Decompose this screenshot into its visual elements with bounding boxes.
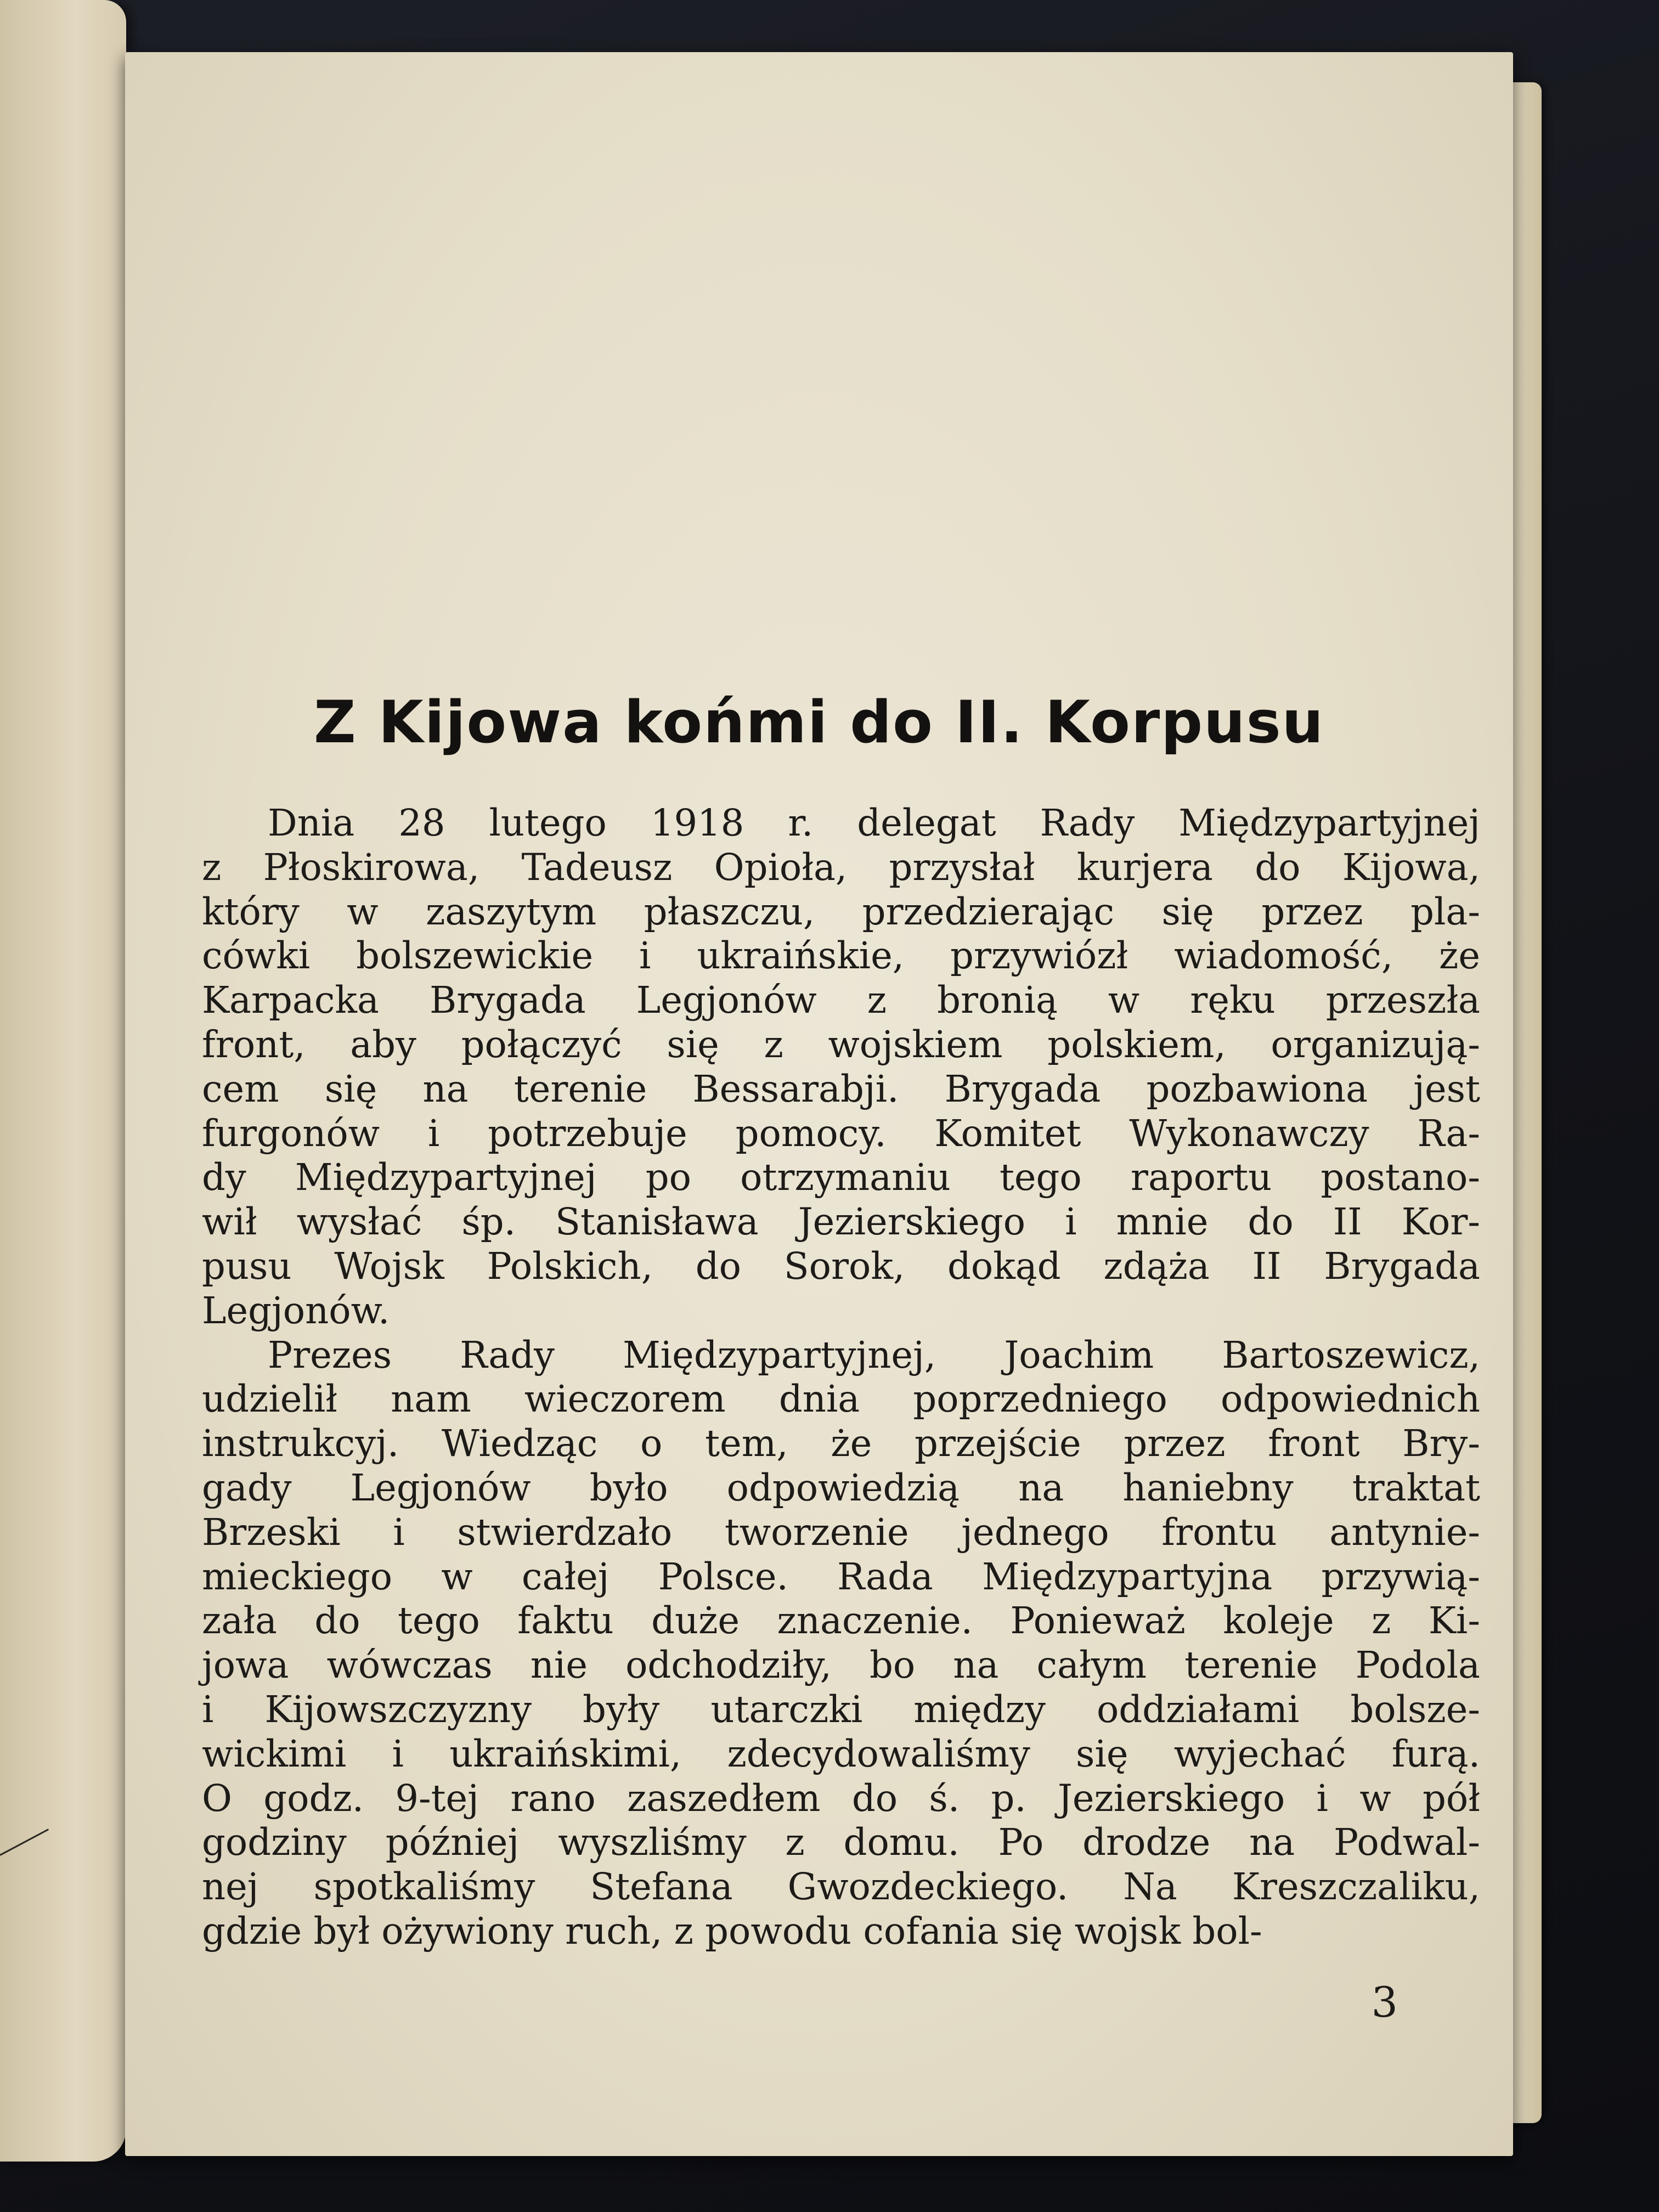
book-page (125, 52, 1513, 2156)
text-line: gady Legjonów było odpowiedzią na haniebny traktat (202, 1466, 1480, 1509)
text-line: wickimi i ukraińskimi, zdecydowaliśmy się wyjechać furą. (202, 1732, 1480, 1775)
text-line: dy Międzypartyjnej po otrzymaniu tego raportu postano- (202, 1156, 1480, 1199)
text-line: i Kijowszczyzny były utarczki między oddziałami bolsze- (202, 1688, 1480, 1731)
body-text (202, 801, 1480, 1954)
text-line: który w zaszytym płaszczu, przedzierając się przez pla- (202, 890, 1480, 933)
text-line: Legjonów. (202, 1289, 390, 1332)
text-line: mieckiego w całej Polsce. Rada Międzypartyjna przywią- (202, 1555, 1480, 1598)
text-line: udzielił nam wieczorem dnia poprzedniego odpowiednich (202, 1378, 1480, 1421)
text-line: cem się na terenie Bessarabji. Brygada pozbawiona jest (202, 1067, 1480, 1110)
text-line: zała do tego faktu duże znaczenie. Ponieważ koleje z Ki- (202, 1599, 1480, 1643)
paragraph (202, 1333, 1480, 1954)
paragraph (202, 801, 1480, 1333)
text-line: z Płoskirowa, Tadeusz Opioła, przysłał kurjera do Kijowa, (202, 845, 1480, 889)
text-line: Brzeski i stwierdzało tworzenie jednego frontu antynie- (202, 1510, 1480, 1554)
pencil-mark (0, 1829, 49, 1856)
text-line: wił wysłać śp. Stanisława Jezierskiego i mnie do II Kor- (202, 1200, 1480, 1244)
text-line: pusu Wojsk Polskich, do Sorok, dokąd zdąża II Brygada (202, 1244, 1480, 1288)
text-line: Karpacka Brygada Legjonów z bronią w ręku przeszła (202, 979, 1480, 1022)
text-line: gdzie był ożywiony ruch, z powodu cofania się wojsk bol- (202, 1909, 1262, 1953)
text-line: Prezes Rady Międzypartyjnej, Joachim Bartoszewicz, (268, 1333, 1480, 1376)
text-line: furgonów i potrzebuje pomocy. Komitet Wykonawczy Ra- (202, 1111, 1480, 1155)
page-number: 3 (1371, 1978, 1398, 2027)
text-line: front, aby połączyć się z wojskiem polskiem, organizują- (202, 1023, 1480, 1066)
facing-left-page (0, 0, 126, 2162)
text-line: cówki bolszewickie i ukraińskie, przywiózł wiadomość, że (202, 934, 1480, 978)
text-line: Dnia 28 lutego 1918 r. delegat Rady Międzypartyjnej (268, 802, 1480, 844)
text-line: nej spotkaliśmy Stefana Gwozdeckiego. Na Kreszczaliku, (202, 1865, 1480, 1909)
text-line: godziny później wyszliśmy z domu. Po drodze na Podwal- (202, 1821, 1480, 1864)
chapter-title: Z Kijowa końmi do II. Korpusu (313, 689, 1325, 756)
text-line: instrukcyj. Wiedząc o tem, że przejście przez front Bry- (202, 1422, 1480, 1465)
text-line: jowa wówczas nie odchodziły, bo na całym terenie Podola (202, 1644, 1480, 1687)
text-line: O godz. 9-tej rano zaszedłem do ś. p. Jezierskiego i w pół (202, 1776, 1480, 1820)
